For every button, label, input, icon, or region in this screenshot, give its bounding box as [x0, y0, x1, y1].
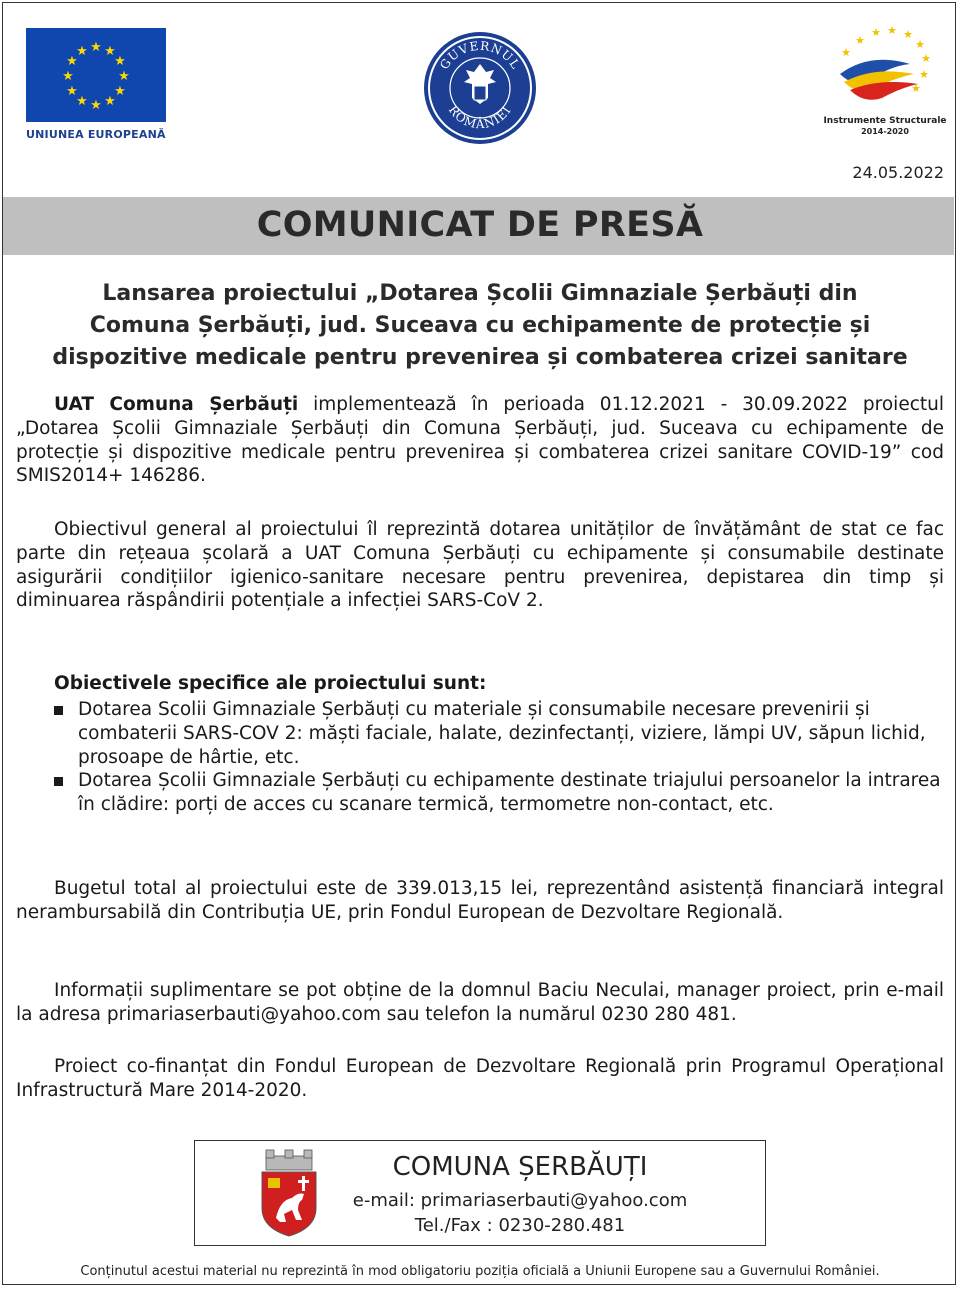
svg-text:★: ★ — [76, 44, 88, 59]
svg-text:★: ★ — [855, 34, 865, 47]
svg-text:★: ★ — [104, 44, 116, 59]
specific-objectives-list — [54, 698, 944, 817]
paragraph-cofinancing: Proiect co-finanțat din Fondul European de Dezvoltare Regională prin Programul Operațional Infrastructură Mare 2014-2020. — [16, 1056, 944, 1101]
svg-text:★: ★ — [903, 28, 913, 41]
svg-text:★: ★ — [62, 69, 74, 84]
list-item: Dotarea Școlii Gimnaziale Șerbăuți cu echipamente destinate triajului persoanelor la intrarea în clădire: porți de acces cu scanare termică, termometre non-contact, etc. — [54, 769, 944, 817]
project-headline — [20, 278, 940, 374]
svg-text:★: ★ — [871, 26, 881, 39]
svg-text:★: ★ — [118, 69, 130, 84]
svg-text:★: ★ — [104, 94, 116, 109]
contact-email: e-mail: primariaserbauti@yahoo.com — [352, 1190, 688, 1211]
press-release-title: COMUNICAT DE PRESĂ — [256, 205, 704, 245]
footer-disclaimer: Conținutul acestui material nu reprezintă în mod obligatoriu poziția oficială a Uniunii Europene sau a Guvernului României. — [80, 1264, 880, 1279]
government-seal-logo — [422, 30, 538, 146]
svg-text:★: ★ — [887, 24, 897, 37]
instrumente-structurale-label: Instrumente Structurale — [823, 116, 947, 126]
svg-text:★: ★ — [90, 98, 102, 113]
publication-date: 24.05.2022 — [852, 163, 944, 182]
paragraph-general-objective: Obiectivul general al proiectului îl reprezintă dotarea unităților de învățământ de stat ce fac parte din rețeaua școlară a UAT Comuna Șerbăuți cu echipamente și consumabile destinate asigurării condițiilor igienico-sanitare necesare pentru prevenirea, depistarea din timp și diminuarea răspândirii potențiale a infecției SARS-CoV 2. — [16, 519, 944, 612]
eu-label: UNIUNEA EUROPEANĂ — [26, 128, 166, 141]
contact-phone: Tel./Fax : 0230-280.481 — [414, 1215, 626, 1236]
list-item: Dotarea Scolii Gimnaziale Șerbăuți cu materiale și consumabile necesare prevenirii și combaterii SARS-COV 2: măști faciale, halate, dezinfectanți, viziere, lămpi UV, săpun lichid, prosoape de hârtie, etc. — [54, 698, 944, 769]
svg-text:ROMÂNIEI: ROMÂNIEI — [445, 102, 515, 132]
instrumente-structurale-logo — [830, 22, 940, 114]
headline-line-3: dispozitive medicale pentru prevenirea și combaterea crizei sanitare — [52, 345, 908, 370]
headline-line-1: Lansarea proiectului „Dotarea Școlii Gimnaziale Șerbăuți din — [102, 281, 858, 306]
svg-text:★: ★ — [114, 84, 126, 99]
svg-text:★: ★ — [919, 68, 929, 81]
paragraph-contact-info: Informații suplimentare se pot obține de la domnul Baciu Neculai, manager proiect, prin e-mail la adresa primariaserbauti@yahoo.com sau telefon la numărul 0230 280 481. — [16, 980, 944, 1025]
specific-objectives-heading: Obiectivele specifice ale proiectului sunt: — [54, 673, 487, 694]
paragraph-implementation — [16, 393, 944, 488]
commune-coat-of-arms — [258, 1148, 320, 1238]
instrumente-structurale-years: 2014-2020 — [861, 127, 909, 136]
svg-text:★: ★ — [921, 52, 931, 65]
uat-name: UAT Comuna Șerbăuți — [54, 394, 299, 415]
svg-text:★: ★ — [90, 40, 102, 55]
svg-text:★: ★ — [76, 94, 88, 109]
svg-text:★: ★ — [915, 38, 925, 51]
svg-text:★: ★ — [114, 54, 126, 69]
svg-text:★: ★ — [911, 82, 921, 95]
paragraph-budget: Bugetul total al proiectului este de 339.013,15 lei, reprezentând asistență financiară integral nerambursabilă din Contribuția UE, prin Fondul European de Dezvoltare Regională. — [16, 878, 944, 923]
svg-text:★: ★ — [66, 54, 78, 69]
headline-line-2: Comuna Șerbăuți, jud. Suceava cu echipamente de protecție și — [89, 313, 871, 338]
implementation-text: implementează în perioada 01.12.2021 - 30.09.2022 proiectul „Dotarea Școlii Gimnaziale Șerbăuți din Comuna Șerbăuți, jud. Suceava cu echipamente de protecție și dispozitive medicale pentru prevenirea și combaterea crizei sanitare COVID-19” cod SMIS2014+ 146286. — [16, 394, 944, 487]
eu-flag-logo — [26, 28, 166, 122]
svg-text:★: ★ — [66, 84, 78, 99]
svg-text:★: ★ — [841, 46, 851, 59]
svg-text:GUVERNUL: GUVERNUL — [437, 38, 524, 73]
commune-name: COMUNA ȘERBĂUȚI — [392, 1152, 648, 1182]
